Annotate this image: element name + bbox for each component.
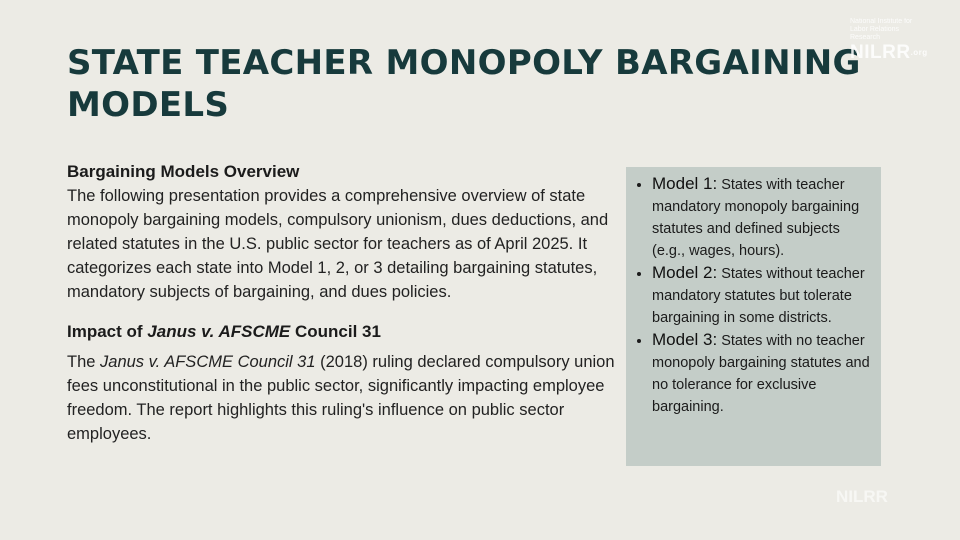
logo-tagline: National Institute for Labor Relations Research [850, 18, 913, 41]
model-1-item [652, 173, 873, 262]
model-3-text: States with no teacher monopoly bargaining statutes and no tolerance for exclusive bargaining. [652, 333, 870, 415]
slide-title: STATE TEACHER MONOPOLY BARGAINING MODELS [67, 43, 861, 125]
model-2-label: Model 2: [652, 263, 718, 282]
nilrr-logo [850, 18, 930, 64]
model-2-item [652, 262, 873, 329]
logo-suffix: .org [910, 48, 928, 57]
models-list [634, 173, 873, 418]
left-text-column [67, 160, 617, 446]
overview-body: The following presentation provides a comprehensive overview of state monopoly bargaining models, compulsory unionism, dues deductions, and related statutes in the U.S. public sector for teachers as of April 2025. It categorizes each state into Model 1, 2, or 3 detailing bargaining statutes, mandatory subjects of bargaining, and dues policies. [67, 187, 609, 301]
model-1-label: Model 1: [652, 174, 718, 193]
janus-heading-case: Janus v. AFSCME [147, 322, 291, 341]
model-3-item [652, 329, 873, 418]
nilrr-watermark: NILRR [836, 487, 888, 506]
model-3-label: Model 3: [652, 330, 718, 349]
janus-heading: Impact of Janus v. AFSCME Council 31 [67, 322, 381, 341]
janus-body-case: Janus v. AFSCME Council 31 [100, 353, 316, 371]
overview-heading: Bargaining Models Overview [67, 162, 300, 181]
janus-body: The Janus v. AFSCME Council 31 (2018) ruling declared compulsory union fees unconstitutional in the public sector, significantly impacting employee freedom. The report highlights this ruling's influence on public sector employees. [67, 353, 615, 443]
model-1-text: States with teacher mandatory monopoly bargaining statutes and defined subjects (e.g., wages, hours). [652, 177, 860, 259]
model-2-text: States without teacher mandatory statutes but tolerate bargaining in some districts. [652, 266, 865, 326]
models-panel [626, 167, 881, 466]
logo-name: $NILRR^{.org}$ [850, 42, 928, 63]
